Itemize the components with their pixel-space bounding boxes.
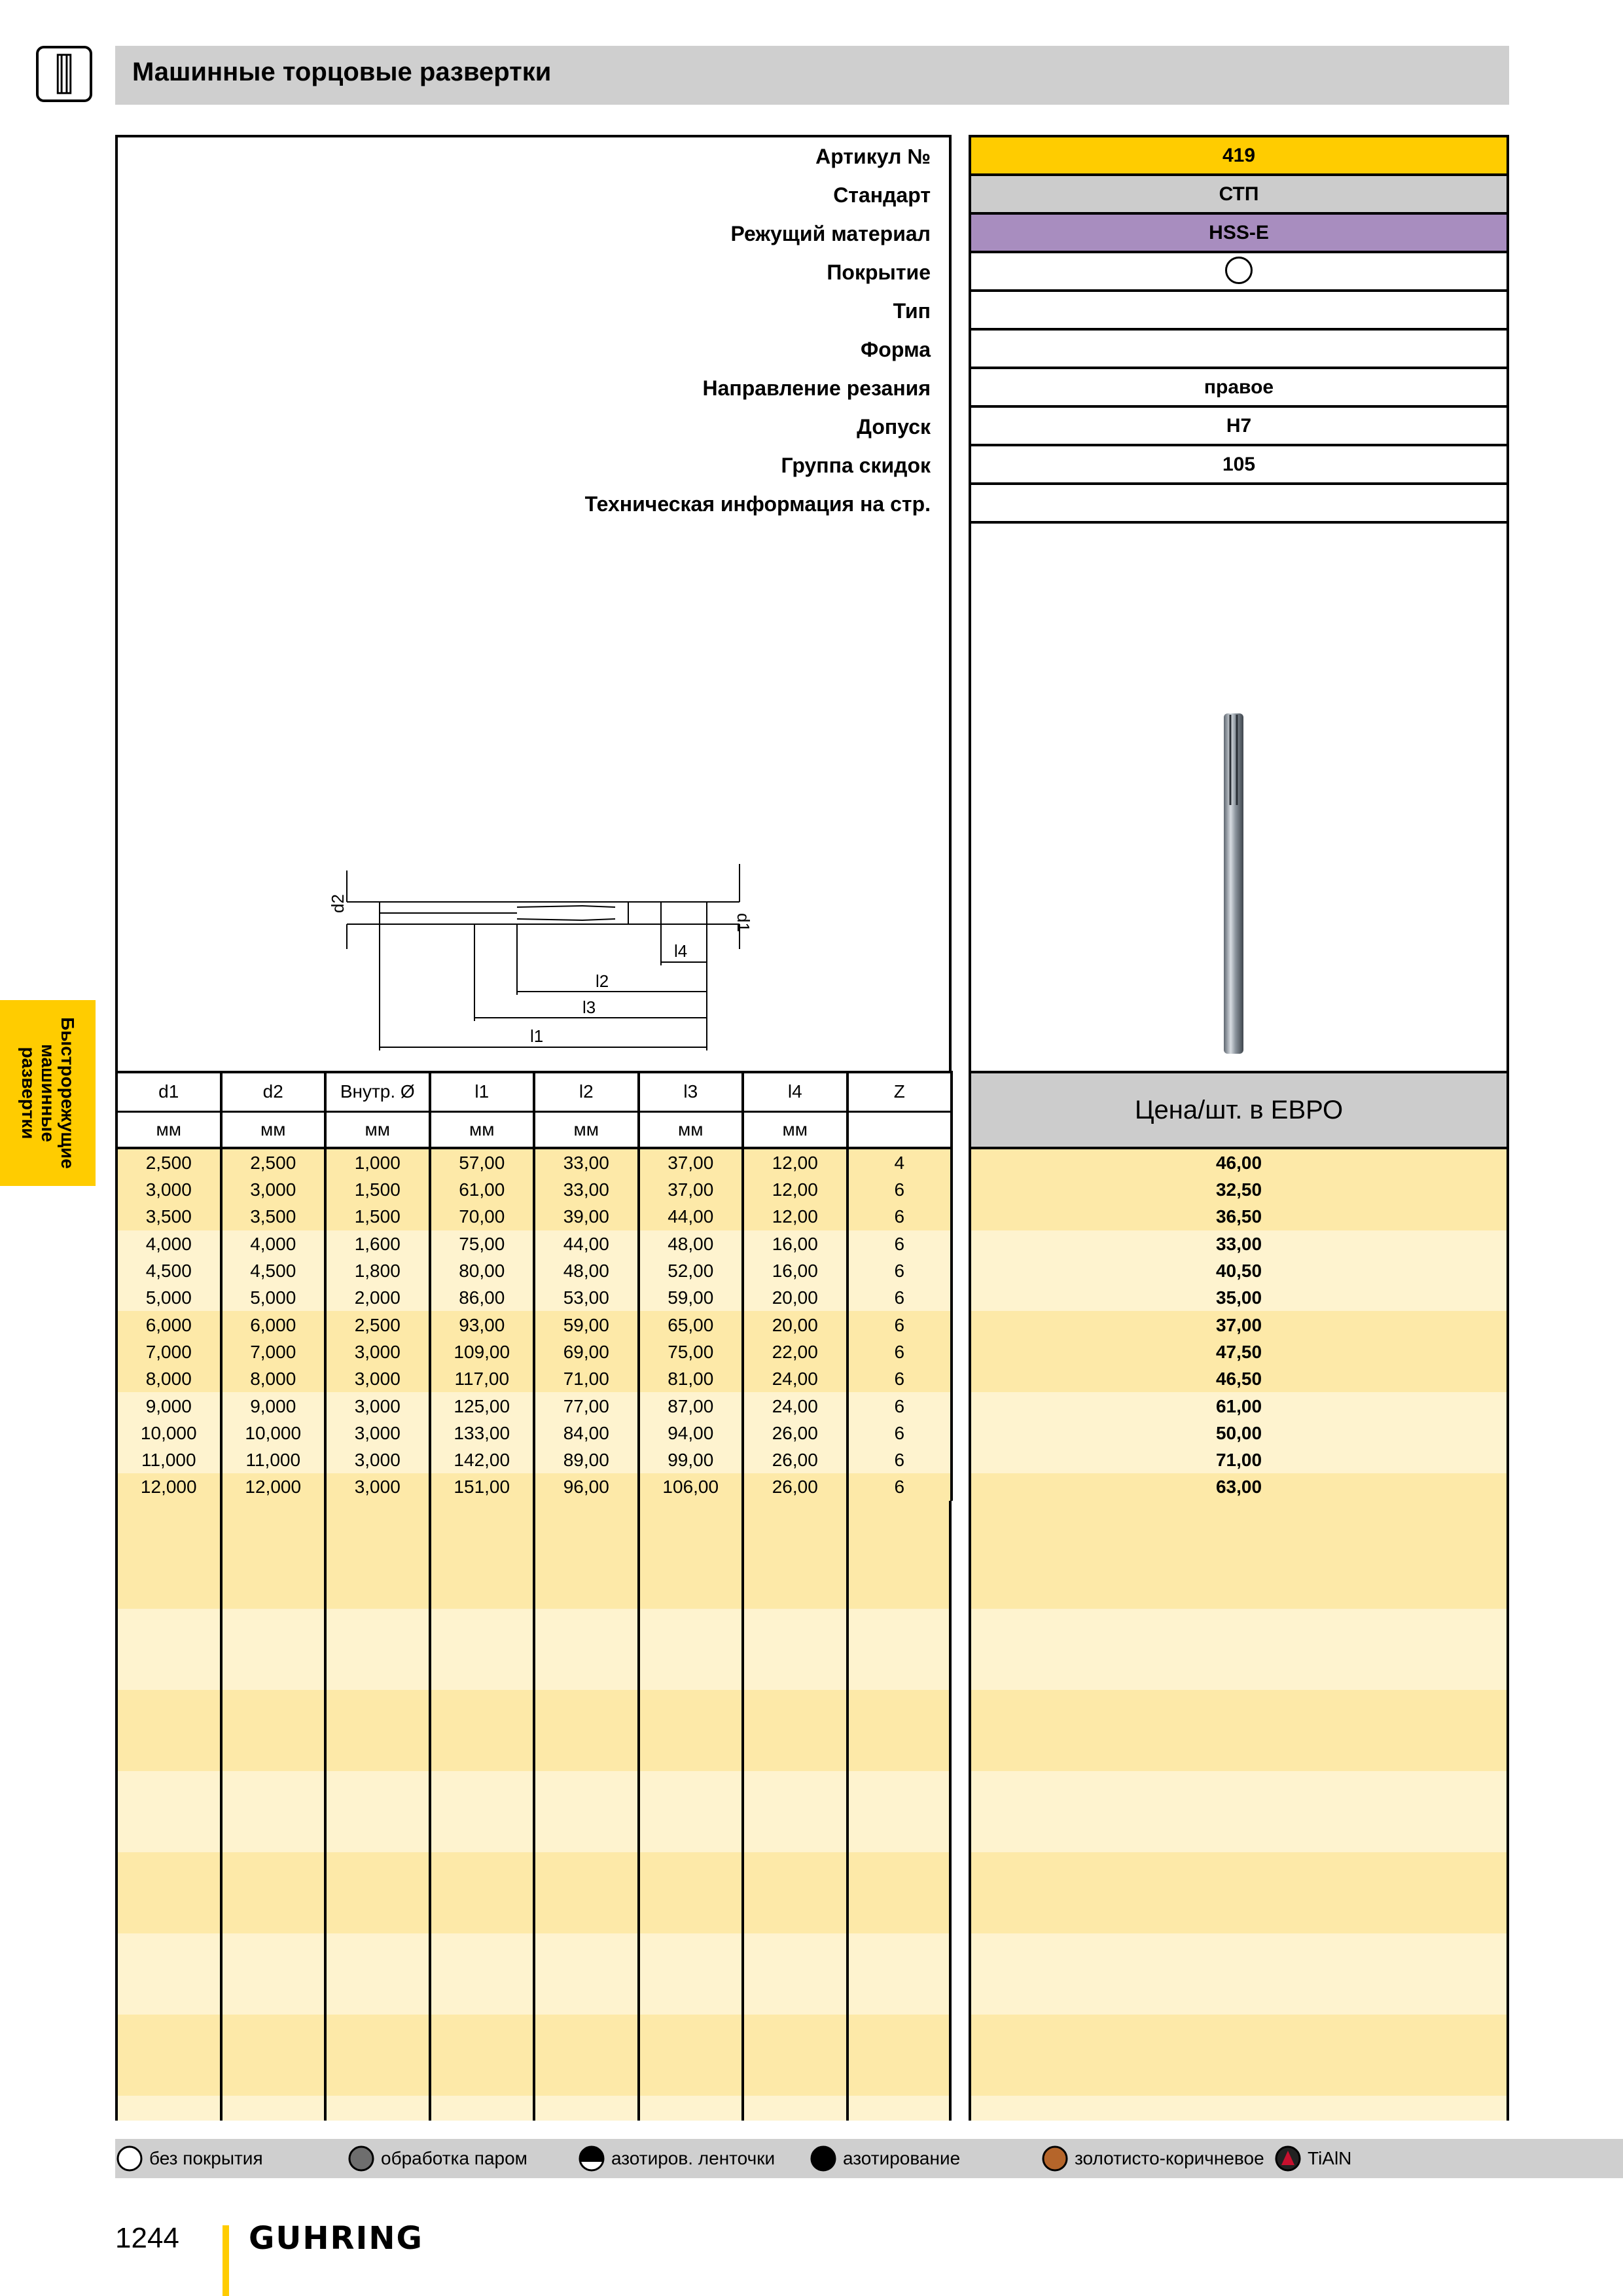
table-cell: 4,500 [116, 1257, 221, 1284]
table-row [116, 1176, 952, 1203]
spec-label-article: Артикул № [815, 145, 931, 168]
table-cell: 33,00 [534, 1148, 639, 1176]
table-cell: 96,00 [534, 1473, 639, 1500]
table-row [116, 1148, 952, 1176]
table-cell: 77,00 [534, 1392, 639, 1419]
spec-label-tolerance: Допуск [857, 415, 931, 439]
table-cell: 6 [847, 1257, 952, 1284]
table-cell: 6 [847, 1365, 952, 1392]
table-cell: 22,00 [743, 1338, 847, 1365]
table-cell: 2,500 [116, 1148, 221, 1176]
table-cell: 6 [847, 1284, 952, 1311]
price-table [969, 1071, 1509, 1501]
legend-label-uncoated: без покрытия [149, 2148, 263, 2168]
table-row [116, 1311, 952, 1338]
techinfo-value [971, 485, 1507, 524]
legend-item-nitrided [809, 2139, 960, 2178]
dim-l3-label: l3 [582, 997, 596, 1017]
price-cell: 47,50 [970, 1338, 1508, 1365]
table-cell: 3,000 [325, 1420, 430, 1446]
footer-accent-line [223, 2225, 229, 2296]
table-cell: 1,000 [325, 1148, 430, 1176]
table-cell: 4,000 [116, 1230, 221, 1257]
dim-l1-label: l1 [530, 1026, 544, 1046]
unit-d1: мм [116, 1111, 221, 1148]
table-cell: 151,00 [430, 1473, 535, 1500]
price-row [970, 1365, 1508, 1392]
table-cell: 6 [847, 1230, 952, 1257]
table-cell: 1,500 [325, 1176, 430, 1203]
legend-item-tialn [1274, 2139, 1351, 2178]
table-cell: 3,000 [325, 1446, 430, 1473]
price-row [970, 1284, 1508, 1311]
spec-label-type: Тип [893, 299, 931, 323]
table-cell: 26,00 [743, 1446, 847, 1473]
price-cell: 61,00 [970, 1392, 1508, 1419]
col-header-z: Z [847, 1072, 952, 1111]
table-cell: 61,00 [430, 1176, 535, 1203]
unit-d2: мм [221, 1111, 326, 1148]
table-cell: 24,00 [743, 1392, 847, 1419]
table-cell: 109,00 [430, 1338, 535, 1365]
table-cell: 6,000 [221, 1311, 326, 1338]
table-cell: 99,00 [639, 1446, 743, 1473]
legend-label-gold-brown: золотисто-коричневое [1075, 2148, 1264, 2168]
unit-l4: мм [743, 1111, 847, 1148]
table-cell: 52,00 [639, 1257, 743, 1284]
table-row [116, 1230, 952, 1257]
legend-item-nitrided-lands [577, 2139, 775, 2178]
table-row [116, 1338, 952, 1365]
table-cell: 2,500 [325, 1311, 430, 1338]
table-cell: 24,00 [743, 1365, 847, 1392]
table-cell: 93,00 [430, 1311, 535, 1338]
table-cell: 11,000 [221, 1446, 326, 1473]
section-tab[interactable] [0, 1000, 96, 1186]
price-header: Цена/шт. в ЕВРО [970, 1072, 1508, 1148]
header-bar [115, 46, 1509, 105]
price-row [970, 1420, 1508, 1446]
direction-value: правое [971, 369, 1507, 408]
table-cell: 86,00 [430, 1284, 535, 1311]
table-cell: 3,500 [221, 1203, 326, 1230]
price-row [970, 1203, 1508, 1230]
price-empty-area [969, 1501, 1509, 2121]
table-cell: 12,00 [743, 1148, 847, 1176]
table-cell: 26,00 [743, 1473, 847, 1500]
table-cell: 3,000 [325, 1365, 430, 1392]
reamer-symbol-icon [39, 48, 90, 99]
table-cell: 1,500 [325, 1203, 430, 1230]
table-row [116, 1257, 952, 1284]
table-cell: 3,000 [325, 1392, 430, 1419]
price-cell: 33,00 [970, 1230, 1508, 1257]
table-cell: 6 [847, 1446, 952, 1473]
tolerance-value: H7 [971, 408, 1507, 446]
table-cell: 6 [847, 1311, 952, 1338]
spec-label-material: Режущий материал [730, 222, 931, 245]
page-title: Машинные торцовые развертки [132, 58, 552, 86]
legend-item-gold-brown [1041, 2139, 1264, 2178]
uncoated-circle-icon [1225, 257, 1253, 284]
price-cell: 46,00 [970, 1148, 1508, 1176]
table-cell: 6 [847, 1392, 952, 1419]
unit-l2: мм [534, 1111, 639, 1148]
table-cell: 3,000 [325, 1473, 430, 1500]
table-cell: 4,500 [221, 1257, 326, 1284]
table-cell: 37,00 [639, 1176, 743, 1203]
price-table-body [970, 1148, 1508, 1501]
dim-d1-label: d1 [734, 913, 753, 932]
table-cell: 7,000 [116, 1338, 221, 1365]
table-cell: 2,000 [325, 1284, 430, 1311]
table-cell: 12,000 [221, 1473, 326, 1500]
spec-label-standard: Стандарт [833, 183, 931, 207]
table-cell: 8,000 [116, 1365, 221, 1392]
table-cell: 9,000 [116, 1392, 221, 1419]
table-row [116, 1284, 952, 1311]
table-cell: 53,00 [534, 1284, 639, 1311]
table-row [116, 1392, 952, 1419]
table-cell: 94,00 [639, 1420, 743, 1446]
price-cell: 50,00 [970, 1420, 1508, 1446]
discount-value: 105 [971, 446, 1507, 485]
price-cell: 71,00 [970, 1446, 1508, 1473]
steam-treated-icon [347, 2144, 376, 2173]
price-row [970, 1392, 1508, 1419]
table-cell: 3,000 [116, 1176, 221, 1203]
coating-value [971, 253, 1507, 292]
table-cell: 59,00 [534, 1311, 639, 1338]
coating-legend [115, 2139, 1623, 2178]
table-cell: 89,00 [534, 1446, 639, 1473]
table-cell: 10,000 [221, 1420, 326, 1446]
legend-label-nitrided-lands: азотиров. ленточки [611, 2148, 776, 2168]
table-cell: 16,00 [743, 1230, 847, 1257]
table-cell: 125,00 [430, 1392, 535, 1419]
table-cell: 44,00 [534, 1230, 639, 1257]
price-cell: 35,00 [970, 1284, 1508, 1311]
table-cell: 48,00 [534, 1257, 639, 1284]
price-row [970, 1257, 1508, 1284]
price-cell: 37,00 [970, 1311, 1508, 1338]
table-cell: 87,00 [639, 1392, 743, 1419]
price-row [970, 1176, 1508, 1203]
legend-label-steam: обработка паром [381, 2148, 527, 2168]
table-cell: 8,000 [221, 1365, 326, 1392]
spec-label-form: Форма [860, 338, 931, 361]
dim-l2-label: l2 [596, 971, 609, 991]
table-cell: 39,00 [534, 1203, 639, 1230]
table-row [116, 1446, 952, 1473]
table-cell: 20,00 [743, 1284, 847, 1311]
price-cell: 63,00 [970, 1473, 1508, 1500]
gold-brown-icon [1041, 2144, 1069, 2173]
table-cell: 69,00 [534, 1338, 639, 1365]
type-value [971, 292, 1507, 331]
price-cell: 40,50 [970, 1257, 1508, 1284]
article-value: 419 [971, 137, 1507, 176]
table-cell: 65,00 [639, 1311, 743, 1338]
table-cell: 4,000 [221, 1230, 326, 1257]
table-cell: 106,00 [639, 1473, 743, 1500]
table-cell: 80,00 [430, 1257, 535, 1284]
legend-label-nitrided: азотирование [843, 2148, 961, 2168]
table-row [116, 1365, 952, 1392]
table-cell: 16,00 [743, 1257, 847, 1284]
col-header-l3: l3 [639, 1072, 743, 1111]
spec-label-coating: Покрытие [827, 260, 931, 284]
table-row [116, 1203, 952, 1230]
price-cell: 36,50 [970, 1203, 1508, 1230]
table-cell: 75,00 [639, 1338, 743, 1365]
nitrided-lands-icon [577, 2144, 606, 2173]
col-header-d2: d2 [221, 1072, 326, 1111]
uncoated-circle-icon [115, 2144, 144, 2173]
table-cell: 4 [847, 1148, 952, 1176]
unit-z [847, 1111, 952, 1148]
table-cell: 2,500 [221, 1148, 326, 1176]
col-header-l2: l2 [534, 1072, 639, 1111]
price-cell: 46,50 [970, 1365, 1508, 1392]
spec-label-direction: Направление резания [702, 376, 931, 400]
table-cell: 3,500 [116, 1203, 221, 1230]
col-header-inner: Внутр. Ø [325, 1072, 430, 1111]
table-cell: 12,00 [743, 1176, 847, 1203]
table-cell: 1,600 [325, 1230, 430, 1257]
table-cell: 26,00 [743, 1420, 847, 1446]
price-row [970, 1148, 1508, 1176]
table-cell: 6 [847, 1176, 952, 1203]
spec-labels [585, 137, 931, 524]
nitrided-icon [809, 2144, 838, 2173]
table-cell: 75,00 [430, 1230, 535, 1257]
col-header-l4: l4 [743, 1072, 847, 1111]
dimensions-table-body [116, 1148, 952, 1501]
unit-l3: мм [639, 1111, 743, 1148]
col-header-d1: d1 [116, 1072, 221, 1111]
form-value [971, 331, 1507, 369]
table-cell: 11,000 [116, 1446, 221, 1473]
dim-d2-label: d2 [328, 894, 348, 913]
table-cell: 6 [847, 1473, 952, 1500]
page-number: 1244 [115, 2222, 179, 2254]
technical-drawing [308, 851, 766, 1060]
table-cell: 33,00 [534, 1176, 639, 1203]
table-cell: 1,800 [325, 1257, 430, 1284]
table-row [116, 1420, 952, 1446]
table-cell: 3,000 [325, 1338, 430, 1365]
tialn-icon [1274, 2144, 1302, 2173]
table-cell: 81,00 [639, 1365, 743, 1392]
table-cell: 142,00 [430, 1446, 535, 1473]
unit-l1: мм [430, 1111, 535, 1148]
price-row [970, 1311, 1508, 1338]
spec-label-techinfo: Техническая информация на стр. [584, 492, 931, 516]
table-cell: 57,00 [430, 1148, 535, 1176]
table-cell: 6 [847, 1420, 952, 1446]
table-cell: 12,00 [743, 1203, 847, 1230]
price-row [970, 1230, 1508, 1257]
dim-l4-label: l4 [674, 941, 688, 961]
table-cell: 71,00 [534, 1365, 639, 1392]
material-value: HSS-E [971, 215, 1507, 253]
table-cell: 44,00 [639, 1203, 743, 1230]
table-empty-area [115, 1501, 952, 2121]
table-cell: 133,00 [430, 1420, 535, 1446]
price-row [970, 1338, 1508, 1365]
price-row [970, 1446, 1508, 1473]
table-cell: 6 [847, 1338, 952, 1365]
table-cell: 6 [847, 1203, 952, 1230]
table-cell: 10,000 [116, 1420, 221, 1446]
table-cell: 48,00 [639, 1230, 743, 1257]
spec-label-discount: Группа скидок [781, 454, 931, 477]
reamer-category-icon [36, 46, 92, 102]
table-cell: 37,00 [639, 1148, 743, 1176]
table-row [116, 1473, 952, 1500]
legend-label-tialn: TiAlN [1308, 2148, 1352, 2168]
section-tab-label: Быстрорежущие машинные развертки [18, 1017, 78, 1169]
price-row [970, 1473, 1508, 1500]
price-cell: 32,50 [970, 1176, 1508, 1203]
reamer-photo [1204, 707, 1263, 1060]
table-cell: 3,000 [221, 1176, 326, 1203]
table-cell: 117,00 [430, 1365, 535, 1392]
standard-value: СТП [971, 176, 1507, 215]
table-cell: 9,000 [221, 1392, 326, 1419]
table-cell: 7,000 [221, 1338, 326, 1365]
col-header-l1: l1 [430, 1072, 535, 1111]
unit-inner: мм [325, 1111, 430, 1148]
table-cell: 5,000 [116, 1284, 221, 1311]
table-cell: 6,000 [116, 1311, 221, 1338]
brand-logo: GUHRING [249, 2220, 423, 2257]
table-cell: 84,00 [534, 1420, 639, 1446]
legend-item-steam [347, 2139, 527, 2178]
table-cell: 12,000 [116, 1473, 221, 1500]
table-cell: 70,00 [430, 1203, 535, 1230]
dimensions-table [115, 1071, 953, 1501]
table-cell: 5,000 [221, 1284, 326, 1311]
table-cell: 20,00 [743, 1311, 847, 1338]
legend-item-uncoated [115, 2139, 263, 2178]
table-cell: 59,00 [639, 1284, 743, 1311]
